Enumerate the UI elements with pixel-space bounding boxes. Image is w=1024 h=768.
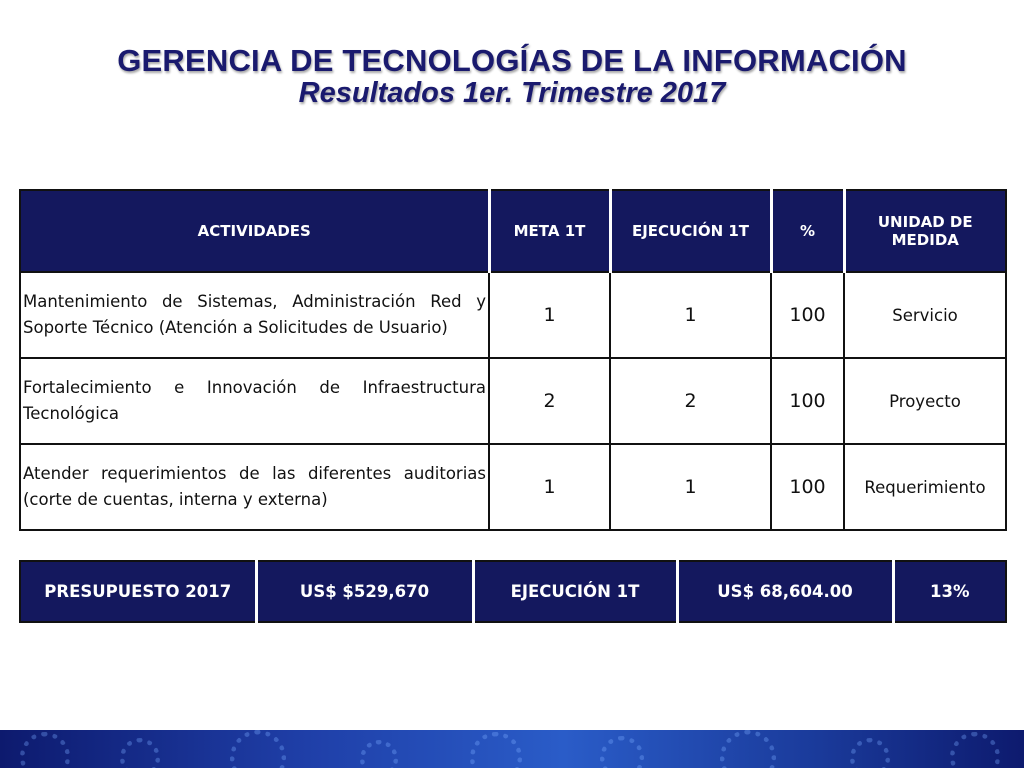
unit-cell: Servicio	[844, 272, 1006, 358]
activities-table	[19, 189, 1007, 531]
table-row	[20, 444, 1006, 530]
meta-cell: 2	[489, 358, 610, 444]
budget-label: PRESUPUESTO 2017	[20, 561, 256, 622]
percent-cell: 100	[771, 358, 844, 444]
table-header-row	[20, 190, 1006, 272]
gear-icon	[600, 736, 644, 768]
execution-percent: 13%	[893, 561, 1006, 622]
gear-icon	[120, 738, 160, 768]
ejecucion-cell: 2	[610, 358, 771, 444]
meta-cell: 1	[489, 272, 610, 358]
budget-table	[19, 560, 1007, 623]
unit-cell: Proyecto	[844, 358, 1006, 444]
gear-icon	[850, 738, 890, 768]
table-row	[20, 358, 1006, 444]
budget-amount: US$ $529,670	[256, 561, 473, 622]
ejecucion-cell: 1	[610, 272, 771, 358]
footer-gear-band	[0, 730, 1024, 768]
column-header-unidad: UNIDAD DE MEDIDA	[844, 190, 1006, 272]
column-header-meta: META 1T	[489, 190, 610, 272]
table-row	[20, 272, 1006, 358]
gear-icon	[470, 732, 522, 768]
budget-row	[20, 561, 1006, 622]
percent-cell: 100	[771, 272, 844, 358]
activity-cell: Fortalecimiento e Innovación de Infraestructura Tecnológica	[20, 358, 489, 444]
column-header-percent: %	[771, 190, 844, 272]
title-block	[0, 44, 1024, 108]
meta-cell: 1	[489, 444, 610, 530]
percent-cell: 100	[771, 444, 844, 530]
execution-label: EJECUCIÓN 1T	[473, 561, 677, 622]
gear-icon	[720, 730, 776, 768]
gear-icon	[20, 732, 70, 768]
column-header-actividades: ACTIVIDADES	[20, 190, 489, 272]
activity-cell: Atender requerimientos de las diferentes auditorias (corte de cuentas, interna y externa)	[20, 444, 489, 530]
gear-icon	[950, 732, 1000, 768]
page-title: GERENCIA DE TECNOLOGÍAS DE LA INFORMACIÓN	[117, 43, 907, 78]
gear-icon	[360, 740, 398, 768]
ejecucion-cell: 1	[610, 444, 771, 530]
column-header-ejecucion: EJECUCIÓN 1T	[610, 190, 771, 272]
gear-icon	[230, 730, 286, 768]
page-subtitle: Resultados 1er. Trimestre 2017	[298, 77, 726, 109]
execution-amount: US$ 68,604.00	[677, 561, 893, 622]
unit-cell: Requerimiento	[844, 444, 1006, 530]
activity-cell: Mantenimiento de Sistemas, Administración Red y Soporte Técnico (Atención a Solicitudes de Usuario)	[20, 272, 489, 358]
